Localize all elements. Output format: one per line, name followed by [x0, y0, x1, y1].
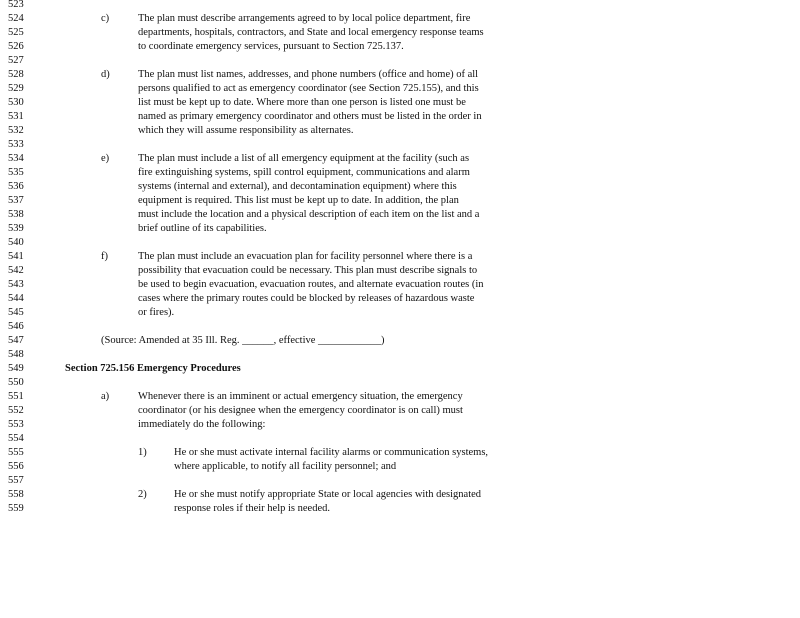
line-number: 557 [8, 475, 24, 486]
line-number: 547 [8, 335, 24, 346]
item-label-f: f) [101, 251, 108, 262]
section-heading: Section 725.156 Emergency Procedures [65, 363, 241, 374]
item-f-line: The plan must include an evacuation plan for facility personnel where there is a [138, 251, 473, 262]
section-a-label: a) [101, 391, 110, 402]
item-c-line: to coordinate emergency services, pursuant to Section 725.137. [138, 41, 404, 52]
line-number: 545 [8, 307, 24, 318]
line-number: 542 [8, 265, 24, 276]
line-number: 553 [8, 419, 24, 430]
item-e-line: equipment is required. This list must be kept up to date. In addition, the plan [138, 195, 459, 206]
line-number: 551 [8, 391, 24, 402]
line-number: 541 [8, 251, 24, 262]
source-note: (Source: Amended at 35 Ill. Reg. ______, effective ____________) [101, 335, 385, 346]
item-f-line: cases where the primary routes could be blocked by releases of hazardous waste [138, 293, 475, 304]
item-d-line: which they will assume responsibility as alternates. [138, 125, 354, 136]
item-label-d: d) [101, 69, 110, 80]
sub-2-line: He or she must notify appropriate State or local agencies with designated [174, 489, 482, 500]
line-number: 549 [8, 363, 24, 374]
line-number: 530 [8, 97, 24, 108]
line-number: 535 [8, 167, 24, 178]
item-e-line: brief outline of its capabilities. [138, 223, 267, 234]
item-f-line: be used to begin evacuation, evacuation routes, and alternate evacuation routes (in [138, 279, 484, 290]
item-c-line: departments, hospitals, contractors, and State and local emergency response teams [138, 27, 484, 38]
line-number: 540 [8, 237, 24, 248]
line-number: 554 [8, 433, 24, 444]
line-number: 529 [8, 83, 24, 94]
section-a-line: immediately do the following: [138, 419, 266, 430]
line-number: 526 [8, 41, 24, 52]
line-number: 556 [8, 461, 24, 472]
sub-2-label: 2) [138, 489, 147, 500]
line-number: 559 [8, 503, 24, 514]
item-label-e: e) [101, 153, 110, 164]
item-d-line: persons qualified to act as emergency coordinator (see Section 725.155), and this [138, 83, 479, 94]
sub-1-line: where applicable, to notify all facility personnel; and [174, 461, 397, 472]
item-f-line: possibility that evacuation could be necessary. This plan must describe signals to [138, 265, 478, 276]
line-number: 550 [8, 377, 24, 388]
line-number: 538 [8, 209, 24, 220]
line-number: 548 [8, 349, 24, 360]
item-e-line: systems (internal and external), and decontamination equipment) where this [138, 181, 457, 192]
item-e-line: fire extinguishing systems, spill control equipment, communications and alarm [138, 167, 470, 178]
line-number: 537 [8, 195, 24, 206]
item-label-c: c) [101, 13, 110, 24]
line-number: 525 [8, 27, 24, 38]
line-number: 528 [8, 69, 24, 80]
line-number: 532 [8, 125, 24, 136]
line-number: 552 [8, 405, 24, 416]
sub-1-label: 1) [138, 447, 147, 458]
section-a-line: Whenever there is an imminent or actual emergency situation, the emergency [138, 391, 463, 402]
line-number: 536 [8, 181, 24, 192]
line-number: 543 [8, 279, 24, 290]
line-number: 558 [8, 489, 24, 500]
item-d-line: named as primary emergency coordinator and others must be listed in the order in [138, 111, 482, 122]
item-d-line: The plan must list names, addresses, and phone numbers (office and home) of all [138, 69, 479, 80]
line-number: 533 [8, 139, 24, 150]
item-c-line: The plan must describe arrangements agreed to by local police department, fire [138, 13, 471, 24]
item-f-line: or fires). [138, 307, 175, 318]
sub-1-line: He or she must activate internal facility alarms or communication systems, [174, 447, 489, 458]
line-number: 534 [8, 153, 24, 164]
line-number: 527 [8, 55, 24, 66]
line-number: 531 [8, 111, 24, 122]
sub-2-line: response roles if their help is needed. [174, 503, 330, 514]
line-number: 539 [8, 223, 24, 234]
item-e-line: must include the location and a physical description of each item on the list and a [138, 209, 480, 220]
item-d-line: list must be kept up to date. Where more than one person is listed one must be [138, 97, 466, 108]
line-number: 524 [8, 13, 24, 24]
line-number: 523 [8, 0, 24, 10]
line-number: 544 [8, 293, 24, 304]
line-number: 546 [8, 321, 24, 332]
item-e-line: The plan must include a list of all emergency equipment at the facility (such as [138, 153, 470, 164]
line-number: 555 [8, 447, 24, 458]
section-a-line: coordinator (or his designee when the emergency coordinator is on call) must [138, 405, 463, 416]
